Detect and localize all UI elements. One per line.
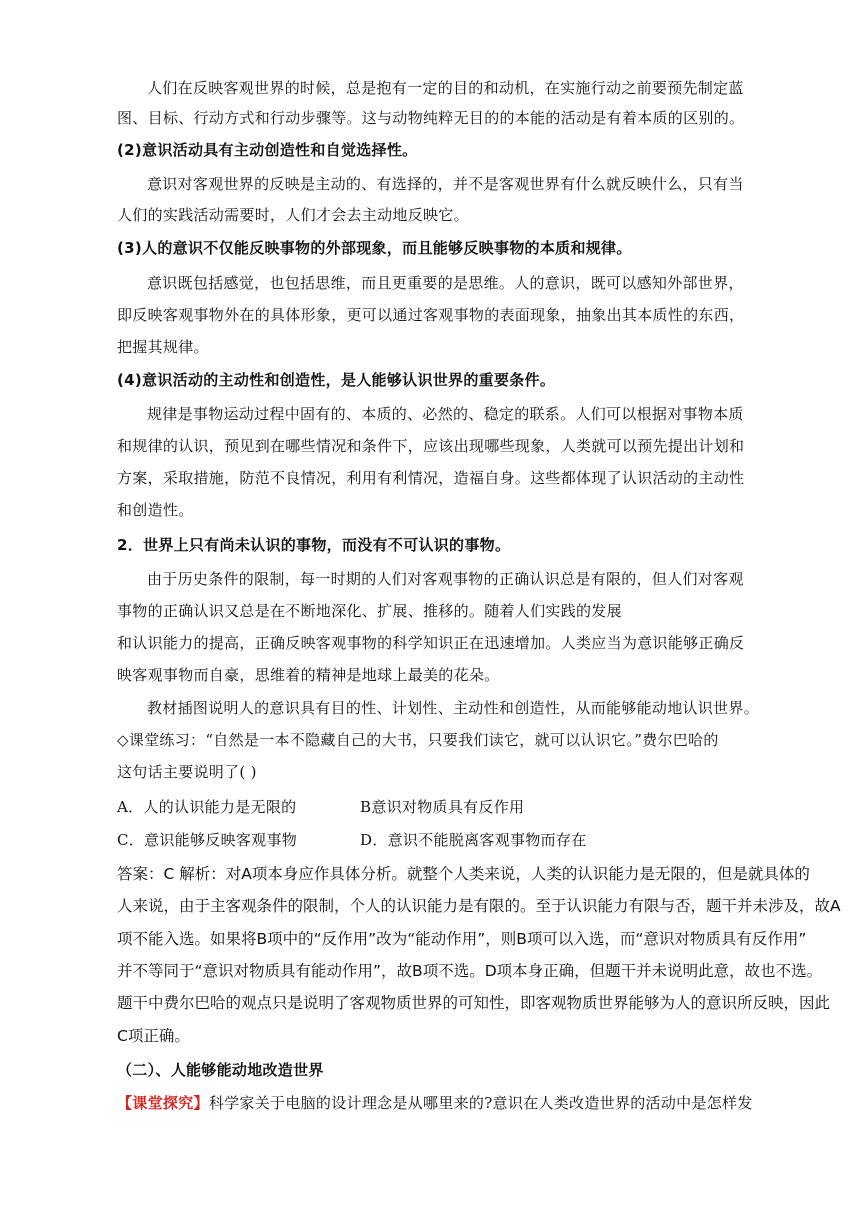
paragraph-line: 规律是事物运动过程中固有的、本质的、必然的、稳定的联系。人们可以根据对事物本质 [147,405,744,423]
option-b: B意识对物质具有反作用 [360,798,525,816]
subheading-2: (2)意识活动具有主动创造性和自觉选择性。 [117,141,418,159]
answer-line: 题干中费尔巴哈的观点只是说明了客观物质世界的可知性，即客观物质世界能够为人的意识所反映，因此 [117,994,831,1012]
exercise-question: 这句话主要说明了( ) [117,763,257,781]
paragraph-line: 映客观事物而自豪，思维着的精神是地球上最美的花朵。 [117,666,500,684]
section-heading: （二）、人能够能动地改造世界 [117,1061,324,1079]
answer-line: 人来说，由于主客观条件的限制，个人的认识能力是有限的。至于认识能力有限与否，题干并未涉及，故A [117,897,841,915]
option-c: C．意识能够反映客观事物 [117,831,298,849]
inquiry-text: 科学家关于电脑的设计理念是从哪里来的?意识在人类改造世界的活动中是怎样发 [208,1094,753,1112]
paragraph-line: 意识对客观世界的反映是主动的、有选择的，并不是客观世界有什么就反映什么，只有当 [147,175,744,193]
answer-line: C项正确。 [117,1027,190,1045]
paragraph-line: 把握其规律。 [117,338,209,356]
paragraph-line: 人们的实践活动需要时，人们才会去主动地反映它。 [117,206,469,224]
paragraph-line: 和规律的认识，预见到在哪些情况和条件下，应该出现哪些现象，人类就可以预先提出计划和 [117,437,745,455]
paragraph-line: 和创造性。 [117,501,194,519]
exercise-question: ◇课堂练习：“自然是一本不隐藏自己的大书，只要我们读它，就可以认识它。”费尔巴哈的 [117,731,719,749]
heading-2: 2．世界上只有尚未认识的事物，而没有不可认识的事物。 [117,536,511,554]
paragraph-line: 和认识能力的提高，正确反映客观事物的科学知识正在迅速增加。人类应当为意识能够正确反 [117,634,745,652]
answer-line: 项不能入选。如果将B项中的“反作用”改为“能动作用”，则B项可以入选，而“意识对物质具有反作用” [117,930,807,948]
subheading-3: (3)人的意识不仅能反映事物的外部现象，而且能够反映事物的本质和规律。 [117,239,632,257]
option-a: A．人的认识能力是无限的 [117,798,297,816]
paragraph-line: 即反映客观事物外在的具体形象，更可以通过客观事物的表面现象，抽象出其本质性的东西， [117,306,745,324]
subheading-4: (4)意识活动的主动性和创造性，是人能够认识世界的重要条件。 [117,371,556,389]
answer-line: 答案：C 解析：对A项本身应作具体分析。就整个人类来说，人类的认识能力是无限的，但是就具体的 [117,865,810,883]
paragraph-line: 方案，采取措施，防范不良情况，利用有利情况，造福自身。这些都体现了认识活动的主动性 [117,469,745,487]
paragraph-line: 人们在反映客观世界的时候，总是抱有一定的目的和动机，在实施行动之前要预先制定蓝 [147,79,744,97]
paragraph-line: 由于历史条件的限制，每一时期的人们对客观事物的正确认识总是有限的，但人们对客观 [147,570,744,588]
inquiry-line [117,1093,753,1113]
paragraph-line: 教材插图说明人的意识具有目的性、计划性、主动性和创造性，从而能够能动地认识世界。 [147,699,760,717]
paragraph-line: 意识既包括感觉，也包括思维，而且更重要的是思维。人的意识，既可以感知外部世界， [147,274,744,292]
answer-line: 并不等同于“意识对物质具有能动作用”，故B项不选。D项本身正确，但题干并未说明此意，故也不选。 [117,962,823,980]
paragraph-line: 图、目标、行动方式和行动步骤等。这与动物纯粹无目的的本能的活动是有着本质的区别的。 [117,109,745,127]
option-d: D．意识不能脱离客观事物而存在 [360,831,587,849]
inquiry-label: 【课堂探究】 [117,1094,209,1112]
paragraph-line: 事物的正确认识又总是在不断地深化、扩展、推移的。随着人们实践的发展 [117,602,622,620]
